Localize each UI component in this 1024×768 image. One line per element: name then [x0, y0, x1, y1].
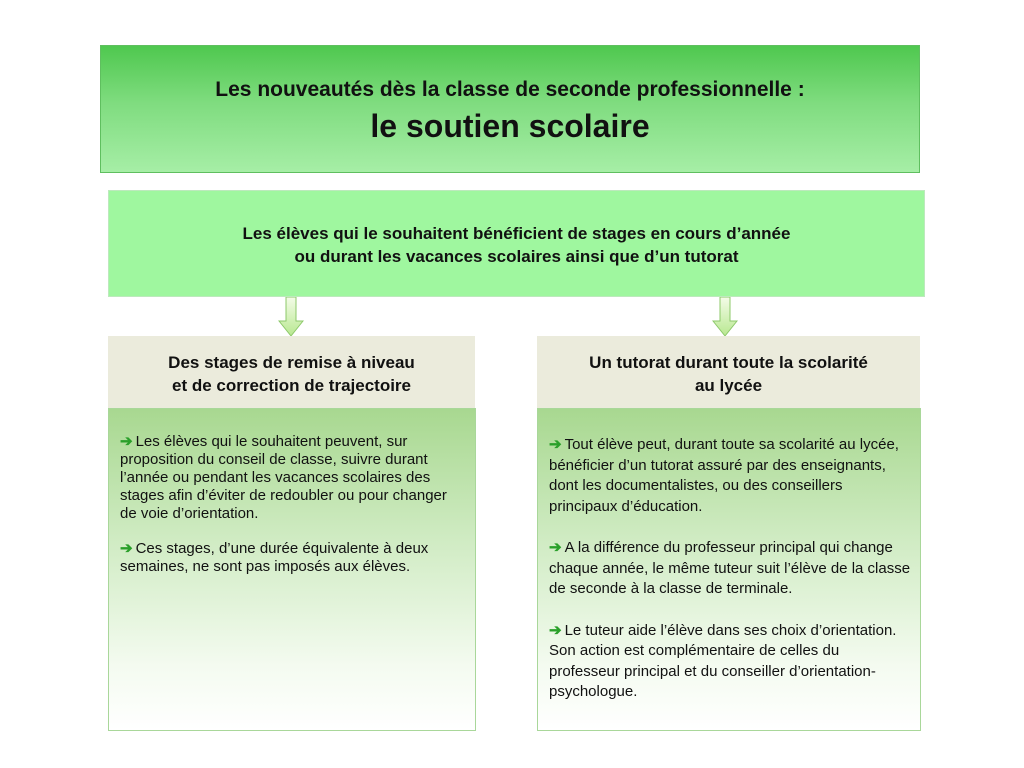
- left-column-header: [108, 336, 475, 408]
- right-paragraph-1-text: Tout élève peut, durant toute sa scolarité au lycée, bénéficier d’un tutorat assuré par des enseignants, dont les documentalistes, ou des conseillers principaux d’éducation.: [549, 436, 899, 515]
- title-subtitle: Les nouveautés dès la classe de seconde professionnelle :: [215, 78, 805, 101]
- down-arrow-left-icon: [278, 297, 304, 337]
- left-column-body: [108, 408, 476, 731]
- left-paragraph-2-text: Ces stages, d’une durée équivalente à deux semaines, ne sont pas imposés aux élèves.: [120, 540, 429, 575]
- right-header-line-2: au lycée: [694, 376, 763, 395]
- right-paragraph-1: [549, 435, 912, 517]
- right-paragraph-2: [549, 538, 912, 600]
- left-header-line-1: Des stages de remise à niveau: [168, 353, 415, 372]
- right-arrow-icon: ➔: [549, 621, 562, 639]
- left-paragraph-1: [120, 433, 455, 523]
- right-arrow-icon: ➔: [549, 539, 562, 556]
- left-paragraph-2: [120, 540, 455, 576]
- right-column-header: [537, 336, 920, 408]
- right-arrow-icon: ➔: [120, 540, 133, 557]
- right-arrow-icon: ➔: [120, 433, 133, 450]
- left-header-line-2: et de correction de trajectoire: [171, 376, 412, 395]
- title-main: le soutien scolaire: [370, 108, 650, 144]
- right-arrow-icon: ➔: [549, 436, 562, 453]
- right-paragraph-3-text: Le tuteur aide l’élève dans ses choix d’orientation. Son action est complémentaire de celles du professeur principal et du conseiller d’orientation-psychologue.: [549, 621, 897, 700]
- down-arrow-right-icon: [712, 297, 738, 337]
- title-box: [100, 45, 920, 173]
- left-paragraph-1-text: Les élèves qui le souhaitent peuvent, sur proposition du conseil de classe, suivre durant l’année ou pendant les vacances scolaires des stages afin d’éviter de redoubler ou pour changer de voie d’orientation.: [120, 433, 447, 522]
- intro-line-1: Les élèves qui le souhaitent bénéficient de stages en cours d’année: [242, 224, 791, 243]
- right-header-line-1: Un tutorat durant toute la scolarité: [589, 353, 868, 372]
- right-paragraph-3: [549, 621, 912, 703]
- right-column-body: [537, 408, 921, 731]
- right-paragraph-2-text: A la différence du professeur principal qui change chaque année, le même tuteur suit l’élève de la classe de seconde à la classe de terminale.: [549, 539, 911, 597]
- intro-box: [108, 190, 925, 297]
- intro-line-2: ou durant les vacances scolaires ainsi que d’un tutorat: [294, 247, 739, 266]
